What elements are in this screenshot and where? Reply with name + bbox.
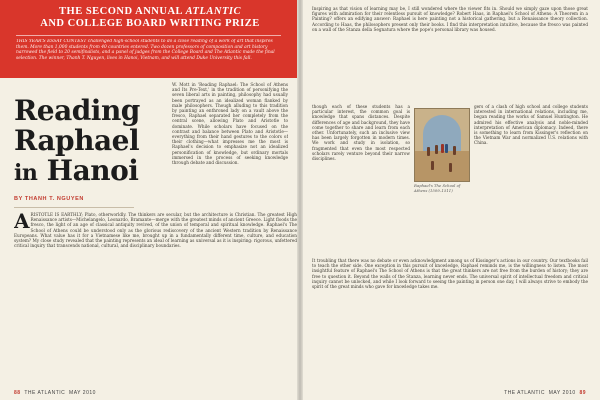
body-text-4: though each of these students has a particular interest, the common goal is knowledge that spans distances. Despite differences of age and background, they have come together to share and learn from each other. Unfortunately, such an inclusive view has been largely forgotten in modern times. We work and study in isolation, so fragmented that even the most respected scholars rarely venture beyond their narrow disciplines.	[312, 104, 410, 162]
right-folio-month: MAY 2010	[548, 390, 576, 396]
body-text-6: It troubling that there was no debate or even acknowledgment among us of Kissinger's actions in our country. Our textbooks fail to teach the other side. One exception in this pursuit of knowledge, Raphael reminds me, is the willingness to listen. The most insightful feature of Raphael's The School of Athens is that the great thinkers are not free from the burden of history; they are free to question it. Beyond the walls of the Stanza, learning never ends. The universal spirit of intellectual freedom and critical inquiry cannot be unlocked, and while I look forward to seeing the painting in person one day, I will always strive to embody the spirit of the great minds who gave for knowledge takes me.	[312, 258, 588, 290]
fresco-floor	[415, 151, 469, 181]
title-line-1: Reading	[14, 94, 140, 127]
fresco-figure	[435, 145, 438, 154]
banner-title-atlantic: ATLANTIC	[185, 6, 241, 17]
banner-title	[12, 6, 288, 30]
body-column-3	[312, 6, 588, 102]
right-page-number: 89	[579, 390, 586, 396]
title-divider	[14, 207, 134, 208]
byline: BY THANH T. NGUYEN	[14, 196, 84, 202]
body-column-5	[474, 104, 588, 254]
right-folio-label: THE ATLANTIC	[504, 390, 545, 396]
fresco-figure	[449, 163, 452, 172]
body-column-1	[14, 212, 297, 388]
fresco-figure	[445, 144, 448, 153]
page-gutter	[297, 0, 303, 400]
body-text-2: W. Mott in 'Reading Raphael: The School of Athens and Its Pre-Text,' in the tradition of personifying the seven liberal arts in painting, philosophy had usually been portrayed as an idealized woman flanked by male philosophers. Though alluding to this tradition by painting an enthroned lady on a vault above the fresco, Raphael separated her completely from the central scene, allowing Plato and Aristotle to dominate. While scholars have focused on the contrast and balance between Plato and Aristotle—everything from their hand gestures to the colors of their clothing—what impresses me the most is Raphael's decision to emphasize not an idealized personification of knowledge, but ordinary mortals immersed in the process of seeking knowledge through debate and discussion.	[172, 82, 288, 166]
banner-title-line1: THE SECOND ANNUAL	[59, 6, 183, 17]
article-title	[14, 96, 164, 188]
title-word-hanoi: Hanoi	[46, 154, 139, 187]
left-folio	[14, 390, 96, 396]
left-folio-month: MAY 2010	[69, 390, 96, 396]
prize-banner	[0, 0, 297, 78]
fresco-figure	[427, 147, 430, 156]
fresco-figure	[431, 161, 434, 170]
body-column-4	[312, 104, 410, 254]
left-folio-label: THE ATLANTIC	[24, 390, 66, 396]
body-text-3: Inspiring as that vision of learning may be, I still wondered where the viewer fits in. Should we simply gaze upon those great figures with admiration for their relentless pursuit of knowledge? Robert Haas, in Raphael's School of Athens: A Theorem in a Painting? offers an edifying answer: Raphael is here painting not a historical gathering, but a Renaissance theory collection. According to Haas, the philosophers present only their books. I find this interpretation intuitive, because the fresco was painted on a wall of the Stanza della Segnatura where the pope's personal library was housed.	[312, 6, 588, 32]
right-folio	[504, 390, 586, 396]
body-text-5: gers of a clash of high school and college students interested in international relations, including me, began reading the works of Samuel Huntington. He admired his effective analysis and noble-minded interpretation of American diplomacy. Indeed, there is something to learn from Kissinger's reflection on the Vietnam War and normalized U.S. relations with China.	[474, 104, 588, 146]
body-column-6	[312, 258, 588, 388]
title-line-2: Raphael	[14, 124, 140, 157]
drop-cap: A	[14, 212, 30, 233]
banner-intro: THIS YEAR'S ESSAY CONTEST challenged high-school students to do a close reading of a work of art that inspires them. More than 1,000 students from 40 countries entered. Two dozen professors of composition and art history narrowed the field to 20 semifinalists, and a panel of judges from the College Board and The Atlantic made the final selection. The winner, Thanh T. Nguyen, lives in Hanoi, Vietnam, and will attend Duke University this fall.	[16, 39, 275, 61]
body-text-1: RISTOTLE IS EARTHLY; Plato, otherworldly. The thinkers are secular, but the architecture is Christian. The greatest High Renaissance artists—Michelangelo, Leonardo, Bramante—merge with the greatest minds of ancient Greece. Light floods the fresco, the light of an age of classical antiquity revived, of the union of temporal and spiritual knowledge. Raphael's The School of Athens could be understood only as the glorious rediscovery of the ancient Western tradition by Renaissance Europeans. What value has it for a Vietnamese like me, brought up in a fundamentally different time, culture, and education system? My close study revealed that the painting represents an ideal of learning as universal as it is inspiring: rigorous, unfettered critical inquiry that transcends national, cultural, and disciplinary boundaries.	[14, 212, 297, 249]
left-page-number: 88	[14, 390, 21, 396]
title-line-3	[14, 156, 164, 188]
school-of-athens-illustration	[414, 108, 470, 182]
body-column-2	[172, 82, 288, 207]
banner-divider	[16, 35, 281, 36]
fresco-figure	[441, 144, 444, 153]
illustration-caption: Raphael's The School of Athens (1509–1511)	[414, 183, 461, 193]
fresco-figure	[453, 146, 456, 155]
title-word-in: in	[14, 160, 38, 186]
banner-title-line2: AND COLLEGE BOARD WRITING PRIZE	[40, 18, 260, 29]
